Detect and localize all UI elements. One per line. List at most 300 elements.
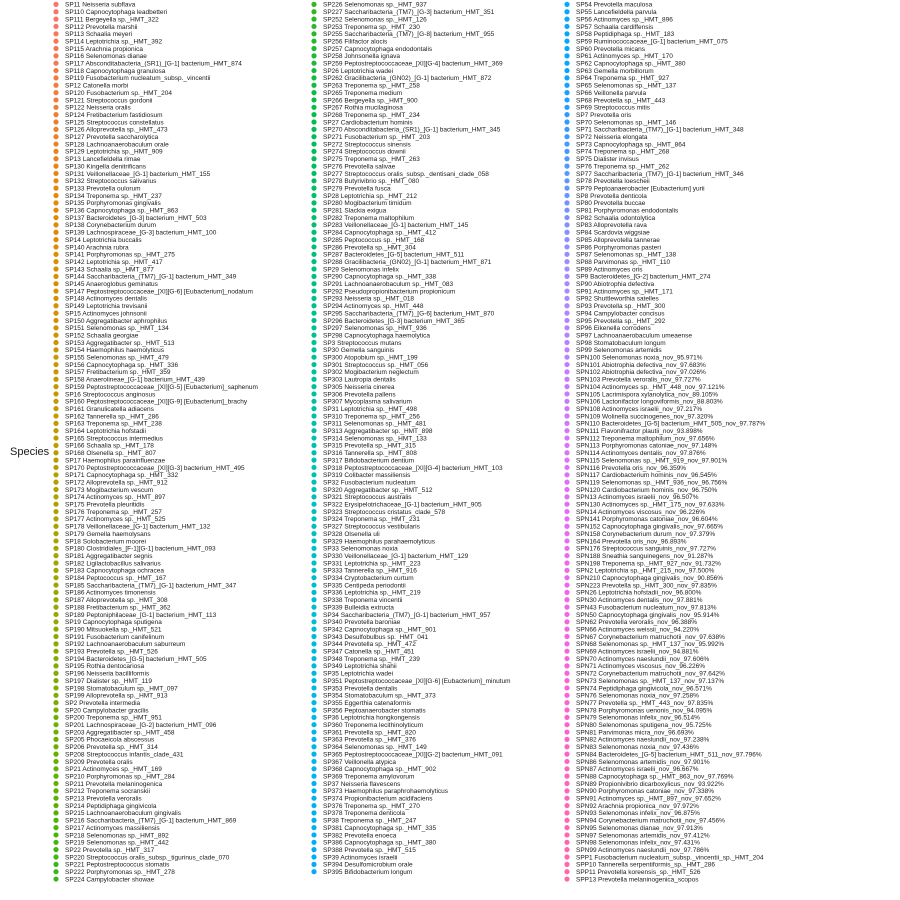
legend-label: SP306 Prevotella pallens — [323, 391, 396, 399]
legend-key — [53, 186, 58, 191]
legend-label: SPN164 Prevotella oris_nov_96.893% — [576, 538, 687, 546]
legend-label: SP356 Peptoanaerobacter stomatis — [323, 707, 426, 715]
legend-label: SPN66 Actinomyces weissii_nov_94.220% — [576, 626, 700, 634]
legend-label: SPN210 Capnocytophaga gingivalis_nov_90.856% — [576, 575, 724, 582]
legend-key — [53, 707, 58, 712]
legend-key — [311, 127, 316, 132]
legend-label: SP62 Capnocytophaga sp._HMT_380 — [576, 60, 686, 68]
legend-label: SP349 Leptotrichia shahii — [323, 663, 397, 671]
legend-label: SPN152 Capnocytophaga gingivalis_nov_97.665% — [576, 523, 724, 531]
legend-label: SP137 Bacteroidetes_[G-3] bacterium_HMT_503 — [65, 214, 207, 222]
legend-key — [564, 237, 569, 242]
legend-key — [311, 649, 316, 654]
legend-label: SP224 Campylobacter showae — [65, 876, 155, 884]
legend-key — [311, 230, 316, 235]
legend-label: SPN176 Streptococcus sanguinis_nov_97.727% — [576, 545, 716, 553]
legend-key — [311, 729, 316, 734]
legend-label: SP334 Cryptobacterium curtum — [323, 575, 414, 582]
legend-label: SP327 Streptococcus vestibularis — [323, 523, 420, 531]
legend-label: SPN83 Selenomonas noxia_nov_97.436% — [576, 744, 699, 752]
legend-key — [311, 355, 316, 360]
legend-key — [53, 83, 58, 88]
legend-label: SP161 Granulicatella adiacens — [65, 405, 154, 413]
legend-label: SP382 Prevotella enoeca — [323, 832, 397, 840]
legend-key — [53, 39, 58, 44]
legend-key — [53, 384, 58, 389]
legend-label: SP281 Slackia exigua — [323, 207, 387, 215]
legend-key — [311, 641, 316, 646]
legend-label: SP347 Catonella sp._HMT_451 — [323, 648, 415, 656]
legend-label: SP180 Clostridiales_[F-1][G-1] bacterium_HMT_093 — [65, 545, 216, 553]
legend-key — [311, 46, 316, 51]
legend-key — [53, 340, 58, 345]
legend-label: SP255 Saccharibacteria_(TM7)_[G-8] bacterium_HMT_955 — [323, 31, 495, 39]
legend-label: SPN198 Treponema sp._HMT_927_nov_91.732% — [576, 560, 721, 568]
legend-label: SP149 Leptotrichia trevisanii — [65, 303, 148, 311]
legend-label: SP213 Prevotella veroralis — [65, 795, 142, 803]
legend-key — [53, 472, 58, 477]
legend-key — [53, 693, 58, 698]
legend-key — [53, 465, 58, 470]
legend-key — [564, 766, 569, 771]
legend-label: SP76 Treponema sp._HMT_262 — [576, 163, 670, 171]
legend-label: SPN106 Lactonifactor longoviformis_nov_88.803% — [576, 398, 723, 406]
legend-label: SPN188 Sneathia sanguinegens_nov_91.287% — [576, 552, 714, 560]
legend-key — [53, 524, 58, 529]
legend-key — [53, 862, 58, 867]
legend-label: SP81 Porphyromonas endodontalis — [576, 207, 679, 215]
legend-key — [564, 656, 569, 661]
legend-key — [53, 193, 58, 198]
legend-key — [564, 362, 569, 367]
legend-label: SP331 Leptotrichia sp._HMT_223 — [323, 560, 421, 568]
legend-label: SP17 Haemophilus parainfluenzae — [65, 457, 166, 465]
legend-label: SP66 Veillonella parvula — [576, 89, 647, 97]
legend-key — [53, 605, 58, 610]
legend-key — [564, 90, 569, 95]
legend-key — [311, 832, 316, 837]
legend-key — [564, 671, 569, 676]
legend-key — [311, 685, 316, 690]
legend-key — [564, 715, 569, 720]
legend-label: SP395 Bifidobacterium longum — [323, 869, 413, 876]
legend-label: SPN97 Selenomonas artemidis_nov_97.412% — [576, 832, 710, 840]
legend-key — [311, 17, 316, 22]
legend-label: SPN158 Corynebacterium durum_nov_97.379% — [576, 530, 716, 538]
legend-label: SP286 Prevotella sp._HMT_304 — [323, 244, 416, 252]
legend-label: SP294 Actinomyces sp._HMT_448 — [323, 303, 424, 311]
legend-label: SPN117 Cardiobacterium hominis_nov_96.545% — [576, 472, 717, 480]
legend-key — [53, 582, 58, 587]
legend-key — [311, 516, 316, 521]
legend-label: SP277 Streptococcus oralis_subsp._dentisani_clade_058 — [323, 170, 489, 178]
legend-label: SP272 Streptococcus sinensis — [323, 141, 411, 149]
legend-label: SP198 Stomatobaculum sp._HMT_097 — [65, 685, 178, 693]
legend-key — [311, 656, 316, 661]
legend-label: SPN116 Prevotella oris_nov_96.359% — [576, 464, 687, 472]
legend-key — [311, 164, 316, 169]
legend-label: SPN62 Prevotella veroralis_nov_96.388% — [576, 619, 698, 627]
legend-key — [564, 597, 569, 602]
legend-label: SP89 Actinomyces oris — [576, 266, 643, 274]
legend-label: SP197 Dialister sp._HMT_119 — [65, 677, 152, 685]
legend-label: SP140 Arachnia rubra — [65, 244, 129, 252]
legend-key — [53, 31, 58, 36]
legend-key — [311, 333, 316, 338]
legend-label: SP313 Aggregatibacter sp._HMT_898 — [323, 428, 433, 435]
legend-label: SPN69 Actinomyces israelii_nov_94.881% — [576, 648, 699, 656]
legend-label: SP88 Parvimonas sp._HMT_110 — [576, 258, 671, 266]
legend-key — [564, 810, 569, 815]
legend-key — [53, 810, 58, 815]
legend-key — [53, 516, 58, 521]
legend-key — [564, 641, 569, 646]
legend-key — [311, 862, 316, 867]
legend-label: SP351 Peptostreptococcaceae_[XI][G-6] [Eubacterium]_minutum — [323, 677, 511, 685]
legend-key — [564, 333, 569, 338]
legend-key — [564, 318, 569, 323]
legend-key — [564, 244, 569, 249]
legend-key — [311, 97, 316, 102]
legend-label: SP206 Prevotella sp._HMT_314 — [65, 744, 158, 752]
legend-key — [311, 90, 316, 95]
legend-key — [311, 575, 316, 580]
legend-label: SPN130 Actinomyces sp._HMT_175_nov_97.633% — [576, 501, 725, 509]
legend-label: SP283 Veillonellaceae_[G-1] bacterium_HMT_145 — [323, 222, 469, 230]
legend-label: SP194 Bacteroidetes_[G-5] bacterium_HMT_505 — [65, 655, 207, 663]
legend-key — [311, 325, 316, 330]
legend-label: SP118 Capnocytophaga granulosa — [65, 67, 166, 75]
legend-label: SP36 Leptotrichia hongkongensis — [323, 714, 420, 722]
legend-label: SP205 Phocaeicola abscessus — [65, 736, 155, 744]
legend-label: SP120 Fusobacterium sp._HMT_204 — [65, 89, 172, 97]
legend-key — [564, 560, 569, 565]
legend-label: SP172 Alloprevotella sp._HMT_912 — [65, 479, 168, 487]
legend-key — [311, 472, 316, 477]
legend-key — [311, 450, 316, 455]
legend-label: SP322 Erysipelotrichaceae_[G-1] bacterium_HMT_905 — [323, 501, 482, 509]
legend-key — [564, 605, 569, 610]
legend-label: SP314 Selenomonas sp._HMT_133 — [323, 435, 427, 443]
legend-label: SP18 Solobacterium moorei — [65, 538, 146, 546]
legend-key — [53, 458, 58, 463]
legend-key — [311, 428, 316, 433]
legend-key — [53, 502, 58, 507]
legend-label: SP84 Scardovia wiggsiae — [576, 229, 650, 237]
legend-key — [311, 83, 316, 88]
legend-label: SPN101 Abiotrophia defectiva_nov_97.683% — [576, 361, 706, 369]
legend-key — [564, 53, 569, 58]
legend-key — [53, 641, 58, 646]
legend-key — [311, 193, 316, 198]
legend-key — [53, 546, 58, 551]
legend-key — [53, 825, 58, 830]
legend-key — [564, 509, 569, 514]
legend-key — [311, 2, 316, 7]
legend-key — [311, 384, 316, 389]
legend-key — [53, 61, 58, 66]
legend-label: SP87 Selenomonas sp._HMT_138 — [576, 251, 677, 259]
legend-key — [311, 531, 316, 536]
legend-key — [311, 208, 316, 213]
legend-key — [53, 127, 58, 132]
legend-label: SP284 Capnocytophaga sp._HMT_412 — [323, 229, 437, 237]
legend-key — [311, 854, 316, 859]
legend-label: SP378 Treponema denticola — [323, 810, 406, 818]
legend-label: SPN223 Prevotella sp._HMT_300_nov_97.835% — [576, 582, 717, 590]
legend-key — [53, 715, 58, 720]
legend-label: SPN102 Abiotrophia defectiva_nov_97.026% — [576, 369, 706, 377]
legend-key — [53, 487, 58, 492]
legend-label: SP201 Lachnospiraceae_[G-2] bacterium_HMT_096 — [65, 722, 217, 729]
legend-label: SP55 Lancefieldella parvula — [576, 9, 657, 17]
legend-label: SP136 Capnocytophaga sp._HMT_863 — [65, 207, 179, 215]
legend-key — [53, 391, 58, 396]
legend-label: SP226 Selenomonas sp._HMT_937 — [323, 1, 427, 9]
legend-key — [564, 759, 569, 764]
legend-label: SP93 Prevotella sp._HMT_300 — [576, 303, 666, 311]
legend-key — [564, 575, 569, 580]
legend-label: SP68 Prevotella sp._HMT_443 — [576, 97, 666, 105]
legend-label: SP291 Lachnoanaerobaculum sp._HMT_083 — [323, 281, 454, 288]
legend-key — [564, 347, 569, 352]
legend-label: SP310 Treponema sp._HMT_256 — [323, 413, 420, 421]
legend-label: SPN88 Capnocytophaga sp._HMT_863_nov_97.769% — [576, 773, 734, 781]
legend-key — [53, 164, 58, 169]
legend-key — [311, 627, 316, 632]
legend-label: SP252 Selenomonas sp._HMT_126 — [323, 16, 427, 24]
legend-key — [311, 391, 316, 396]
legend-key — [564, 796, 569, 801]
legend-label: SP175 Prevotella pleuritidis — [65, 501, 145, 509]
legend-label: SP148 Actinomyces dentalis — [65, 295, 148, 303]
legend-label: SP126 Alloprevotella sp._HMT_473 — [65, 126, 168, 134]
legend-key — [53, 112, 58, 117]
legend-key — [311, 421, 316, 426]
legend-key — [564, 406, 569, 411]
legend-key — [311, 803, 316, 808]
legend-key — [53, 700, 58, 705]
legend-key — [311, 700, 316, 705]
legend-key — [311, 671, 316, 676]
legend-label: SP361 Prevotella sp._HMT_820 — [323, 729, 416, 737]
legend-key — [311, 847, 316, 852]
legend-label: SP30 Gemella sanguinis — [323, 347, 395, 355]
legend-key — [53, 75, 58, 80]
legend-key — [311, 274, 316, 279]
legend-key — [53, 671, 58, 676]
legend-label: SP348 Treponema sp._HMT_239 — [323, 655, 420, 663]
legend-key — [311, 347, 316, 352]
legend-key — [311, 619, 316, 624]
legend-label: SP195 Rothia dentocariosa — [65, 663, 145, 671]
legend-key — [311, 281, 316, 286]
legend-label: SP133 Prevotella oulorum — [65, 185, 141, 193]
legend-label: SPN115 Selenomonas sp._HMT_919_nov_97.901% — [576, 457, 728, 465]
legend-label: SP343 Desulfobulbus sp._HMT_041 — [323, 633, 429, 641]
legend-key — [53, 347, 58, 352]
legend-key — [53, 788, 58, 793]
legend-key — [311, 259, 316, 264]
legend-label: SP74 Treponema sp._HMT_268 — [576, 148, 670, 156]
legend-label: SP317 Bifidobacterium dentium — [323, 457, 415, 465]
legend-key — [564, 722, 569, 727]
legend-label: SP165 Streptococcus intermedius — [65, 435, 163, 443]
legend-label: SP319 Colibacter massiliensis — [323, 472, 411, 480]
legend-key — [564, 17, 569, 22]
legend-label: SP13 Lancefieldella rimae — [65, 156, 141, 164]
legend-key — [311, 9, 316, 14]
legend-label: SP156 Capnocytophaga sp._HMT_336 — [65, 361, 179, 369]
legend-key — [311, 678, 316, 683]
legend-key — [564, 854, 569, 859]
legend-key — [53, 296, 58, 301]
legend-label: SP271 Fusobacterium sp._HMT_203 — [323, 134, 430, 141]
legend-key — [564, 75, 569, 80]
legend-label: SP114 Leptotrichia sp._HMT_392 — [65, 38, 163, 46]
legend-label: SP82 Schaalia odontolytica — [576, 214, 656, 222]
legend-label: SP344 Prevotella sp._HMT_472 — [323, 641, 416, 649]
legend-label: SP363 Prevotella sp._HMT_376 — [323, 736, 416, 744]
legend-key — [53, 796, 58, 801]
legend-label: SP3 Streptococcus mutans — [323, 339, 402, 347]
legend-label: SP212 Treponema socranskii — [65, 788, 150, 796]
legend-key — [311, 759, 316, 764]
legend-key — [564, 288, 569, 293]
legend-label: SP262 Gracilibacteria_(GN02)_[G-1] bacterium_HMT_872 — [323, 75, 492, 83]
legend-key — [311, 707, 316, 712]
legend-label: SP178 Veillonellaceae_[G-1] bacterium_HMT_132 — [65, 523, 211, 531]
legend-label: SPN76 Selenomonas noxia_nov_97.258% — [576, 692, 699, 700]
legend-key — [311, 502, 316, 507]
legend-key — [311, 53, 316, 58]
legend-label: SP142 Leptotrichia sp._HMT_417 — [65, 258, 163, 266]
legend-key — [53, 413, 58, 418]
legend-key — [311, 722, 316, 727]
legend-key — [564, 208, 569, 213]
legend-label: SPN71 Actinomyces viscosus_nov_96.226% — [576, 663, 705, 671]
legend-key — [564, 619, 569, 624]
legend-key — [564, 141, 569, 146]
legend-key — [53, 685, 58, 690]
legend-key — [311, 237, 316, 242]
legend-key — [564, 164, 569, 169]
legend-label: SPN72 Corynebacterium matruchotii_nov_97.642% — [576, 670, 725, 678]
legend-label: SPN109 Wolinella succinogenes_nov_97.320% — [576, 413, 714, 421]
legend-key — [53, 575, 58, 580]
legend-label: SP280 Mogibacterium timidum — [323, 200, 412, 208]
legend-key — [564, 876, 569, 881]
legend-key — [53, 590, 58, 595]
legend-key — [564, 803, 569, 808]
legend-key — [53, 244, 58, 249]
legend-key — [311, 774, 316, 779]
legend-label: SPN14 Actinomyces viscosus_nov_96.226% — [576, 508, 705, 516]
legend-key — [564, 840, 569, 845]
legend-label: SP77 Saccharibacteria_(TM7)_[G-1] bacterium_HMT_346 — [576, 170, 744, 178]
legend-label: SP174 Actinomyces sp._HMT_897 — [65, 494, 166, 502]
legend-key — [53, 97, 58, 102]
legend-label: SPN68 Selenomonas sp._HMT_137_nov_95.992% — [576, 641, 725, 649]
legend-key — [53, 818, 58, 823]
legend-key — [564, 685, 569, 690]
legend-key — [564, 156, 569, 161]
legend-key — [53, 119, 58, 124]
legend-label: SP176 Treponema sp._HMT_257 — [65, 508, 162, 516]
legend-key — [53, 325, 58, 330]
legend-key — [53, 318, 58, 323]
legend-key — [53, 759, 58, 764]
legend-key — [311, 369, 316, 374]
legend-key — [53, 369, 58, 374]
legend-key — [311, 766, 316, 771]
legend-key — [53, 200, 58, 205]
legend-key — [53, 774, 58, 779]
legend-key — [53, 435, 58, 440]
legend-key — [564, 2, 569, 7]
legend-key — [53, 509, 58, 514]
legend-key — [53, 90, 58, 95]
legend-key — [311, 781, 316, 786]
legend-key — [53, 53, 58, 58]
legend-key — [311, 171, 316, 176]
legend-key — [311, 105, 316, 110]
legend-key — [311, 266, 316, 271]
legend-label: SP222 Porphyromonas sp._HMT_278 — [65, 869, 175, 876]
legend-label: SP259 Peptostreptococcaceae_[XI][G-4] bacterium_HMT_369 — [323, 60, 503, 68]
legend-key — [311, 715, 316, 720]
legend-label: SP285 Peptococcus sp._HMT_168 — [323, 236, 425, 244]
legend-key — [53, 443, 58, 448]
legend-label: SP330 Veillonellaceae_[G-1] bacterium_HMT_129 — [323, 552, 469, 560]
legend-key — [53, 538, 58, 543]
legend-key — [53, 141, 58, 146]
legend-key — [564, 428, 569, 433]
legend-key — [53, 553, 58, 558]
legend-label: SP34 Saccharibacteria_(TM7)_[G-1] bacterium_HMT_957 — [323, 611, 491, 619]
legend-key — [564, 105, 569, 110]
legend-label: SP63 Gemella morbillorum — [576, 67, 654, 75]
legend-key — [311, 112, 316, 117]
legend-label: SP54 Prevotella maculosa — [576, 1, 653, 9]
legend-label: SP302 Mogibacterium neglectum — [323, 369, 419, 377]
legend-label: SP173 Mogibacterium vescum — [65, 486, 154, 494]
legend-label: SP80 Prevotella buccae — [576, 200, 646, 208]
legend-label: SP8 Prevotella denticola — [576, 192, 647, 200]
legend-label: SP274 Streptococcus downii — [323, 148, 406, 156]
legend-label: SP219 Selenomonas sp._HMT_442 — [65, 839, 169, 847]
legend-key — [564, 413, 569, 418]
legend-label: SP59 Ruminococcaceae_[G-1] bacterium_HMT_075 — [576, 38, 728, 46]
legend-label: SPN78 Porphyromonas uenonis_nov_94.095% — [576, 707, 713, 715]
legend-label: SP324 Treponema sp._HMT_231 — [323, 516, 420, 524]
legend-label: SP110 Capnocytophaga leadbetteri — [65, 9, 168, 17]
legend-key — [564, 700, 569, 705]
legend-key — [564, 869, 569, 874]
legend-key — [311, 752, 316, 757]
legend-key — [53, 156, 58, 161]
legend-key — [311, 296, 316, 301]
legend-label: SP160 Peptostreptococcaceae_[XI][G-9] [Eubacterium]_brachy — [65, 398, 248, 406]
legend-key — [311, 825, 316, 830]
legend-entries — [53, 2, 765, 884]
legend-label: SP32 Fusobacterium nucleatum — [323, 479, 416, 487]
legend-key — [564, 443, 569, 448]
legend-label: SP151 Selenomonas sp._HMT_134 — [65, 325, 169, 333]
legend-key — [564, 311, 569, 316]
legend-key — [311, 435, 316, 440]
legend-key — [311, 869, 316, 874]
